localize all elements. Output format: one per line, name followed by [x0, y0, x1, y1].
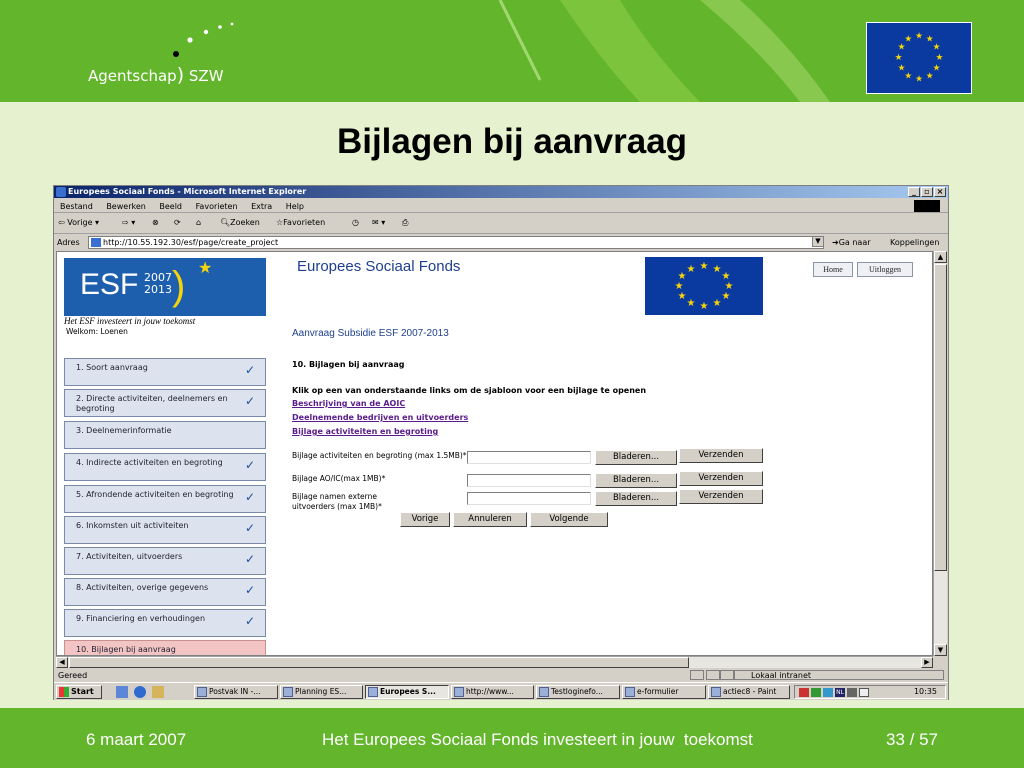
page-viewport: [56, 251, 933, 656]
svg-text:★: ★: [686, 298, 696, 309]
outlook-quicklaunch-icon[interactable]: [152, 686, 164, 698]
status-panel: [690, 670, 704, 680]
status-panel: [720, 670, 734, 680]
next-button[interactable]: Volgende: [530, 512, 608, 527]
search-label: Zoeken: [230, 218, 260, 227]
scroll-right-icon[interactable]: ▶: [921, 657, 933, 668]
step-3[interactable]: [64, 421, 266, 449]
svg-text:★: ★: [721, 291, 731, 302]
page-icon: [91, 238, 101, 247]
tray-icon[interactable]: [823, 688, 833, 697]
favorites-button[interactable]: ☆Favorieten: [276, 218, 326, 227]
task-label: actiec8 - Paint: [723, 687, 777, 696]
mail-tray-icon[interactable]: [859, 688, 869, 697]
horizontal-scroll-thumb[interactable]: [69, 657, 689, 668]
mail-icon[interactable]: ✉ ▾: [372, 218, 386, 227]
eu-flag-icon: [645, 257, 763, 315]
send-button-uitvoerders[interactable]: Verzenden: [679, 489, 763, 504]
step-label: 5. Afrondende activiteiten en begroting: [76, 490, 234, 499]
task-app-icon: [368, 687, 378, 697]
task-app-icon: [625, 687, 635, 697]
svg-text:★: ★: [932, 42, 941, 53]
svg-text:★: ★: [897, 63, 906, 74]
menu-bewerken[interactable]: Bewerken: [106, 202, 146, 211]
horizontal-scrollbar[interactable]: [56, 656, 933, 668]
ie-quicklaunch-icon[interactable]: [134, 686, 146, 698]
svg-text:★: ★: [897, 42, 906, 53]
task-label: e-formulier: [637, 687, 679, 696]
menu-bar: [54, 199, 948, 213]
favorites-label: Favorieten: [283, 218, 326, 227]
page-heading: Europees Sociaal Fonds: [297, 258, 461, 275]
task-app-icon: [711, 687, 721, 697]
close-button[interactable]: ×: [934, 187, 946, 197]
go-label: Ga naar: [838, 238, 871, 247]
footer-date: 6 maart 2007: [86, 730, 187, 749]
print-icon[interactable]: ⎙: [402, 218, 409, 227]
browse-button-uitvoerders[interactable]: Bladeren...: [595, 491, 677, 506]
logo-suffix: SZW: [188, 67, 224, 85]
logo-year-start: 2007: [144, 271, 172, 284]
browse-button-aoic[interactable]: Bladeren...: [595, 473, 677, 488]
step-10[interactable]: [64, 640, 266, 656]
svg-text:★: ★: [935, 52, 944, 63]
status-panel: [706, 670, 720, 680]
svg-text:★: ★: [677, 271, 687, 282]
language-icon[interactable]: NL: [836, 689, 844, 696]
section-title: 10. Bijlagen bij aanvraag: [292, 360, 405, 369]
esf-logo-text: ESF: [80, 268, 139, 301]
logo-year-end: 2013: [144, 283, 172, 296]
back-button[interactable]: ⇦ Vorige ▾: [58, 218, 100, 227]
svg-text:★: ★: [915, 74, 923, 85]
stop-icon[interactable]: ⊗: [152, 218, 159, 227]
task-label: Testloginefo...: [551, 687, 603, 696]
taskbar-task-3[interactable]: [365, 685, 449, 699]
tray-icon[interactable]: [799, 688, 809, 697]
checkmark-icon: ✓: [244, 458, 255, 472]
footer-text: Het Europees Sociaal Fonds investeert in jouw toekomst: [322, 730, 753, 749]
windows-flag-icon: [59, 687, 69, 697]
checkmark-icon: ✓: [244, 521, 255, 535]
checkmark-icon: ✓: [244, 490, 255, 504]
top-banner: [0, 0, 1024, 102]
svg-text:★: ★: [925, 71, 934, 82]
previous-button[interactable]: Vorige: [400, 512, 450, 527]
zone-text: Lokaal intranet: [751, 671, 812, 680]
taskbar-task-1[interactable]: [194, 685, 278, 699]
slogan: Het ESF investeert in jouw toekomst: [64, 315, 266, 326]
address-url: http://10.55.192.30/esf/page/create_project: [103, 238, 279, 247]
step-label: 1. Soort aanvraag: [76, 363, 148, 372]
address-input[interactable]: [88, 236, 824, 249]
step-label: 2. Directe activiteiten, deelnemers en begroting: [76, 394, 228, 413]
star-icon: ★: [198, 258, 213, 277]
step-2[interactable]: [64, 389, 266, 417]
menu-help[interactable]: Help: [285, 202, 304, 211]
step-label: 4. Indirecte activiteiten en begroting: [76, 458, 223, 467]
clock: 10:35: [913, 687, 937, 696]
vertical-scroll-thumb[interactable]: [934, 264, 947, 571]
svg-text:★: ★: [699, 301, 709, 312]
upload-file-input-uitvoerders[interactable]: [467, 492, 591, 505]
address-label: Adres: [57, 238, 80, 247]
svg-text:★: ★: [712, 264, 722, 275]
svg-text:★: ★: [712, 298, 722, 309]
svg-text:★: ★: [925, 34, 934, 45]
instruction-text: Klik op een van onderstaande links om de sjabloon voor een bijlage te openen: [292, 386, 647, 395]
step-9[interactable]: [64, 609, 266, 637]
step-5[interactable]: [64, 485, 266, 513]
menu-extra[interactable]: Extra: [251, 202, 273, 211]
svg-text:★: ★: [915, 31, 923, 42]
checkmark-icon: ✓: [244, 363, 255, 377]
upload-label-activiteiten: Bijlage activiteiten en begroting (max 1.5MB)*: [292, 451, 467, 460]
step-label: 6. Inkomsten uit activiteiten: [76, 521, 189, 530]
menu-favorieten[interactable]: Favorieten: [195, 202, 238, 211]
go-button[interactable]: ➜Ga naar: [832, 238, 871, 247]
link-bijlage-activiteiten[interactable]: Bijlage activiteiten en begroting: [292, 427, 439, 436]
status-bar: [54, 669, 948, 681]
tray-icon[interactable]: [847, 688, 857, 697]
forward-button[interactable]: ⇨ ▾: [122, 218, 136, 227]
status-text: Gereed: [58, 671, 88, 680]
step-label: 10. Bijlagen bij aanvraag: [76, 645, 176, 654]
windows-logo-icon: [914, 200, 940, 212]
svg-text:★: ★: [904, 71, 913, 82]
logo-dots-icon: [170, 18, 240, 63]
task-label: Europees S...: [380, 687, 436, 696]
window-title: Europees Sociaal Fonds - Microsoft Internet Explorer: [68, 187, 307, 196]
link-beschrijving-aoic[interactable]: Beschrijving van de AOIC: [292, 399, 406, 408]
browser-window: [53, 185, 949, 700]
tray-icon[interactable]: [811, 688, 821, 697]
taskbar-task-2[interactable]: [280, 685, 363, 699]
taskbar: [54, 682, 948, 700]
task-label: http://www...: [466, 687, 514, 696]
send-button-aoic[interactable]: Verzenden: [679, 471, 763, 486]
upload-file-input-activiteiten[interactable]: [467, 451, 591, 464]
eu-flag-icon: [866, 22, 972, 94]
taskbar-task-6[interactable]: [622, 685, 706, 699]
svg-text:★: ★: [932, 63, 941, 74]
svg-text:★: ★: [721, 271, 731, 282]
security-zone: [734, 670, 944, 680]
svg-text:★: ★: [894, 52, 903, 63]
step-label: 9. Financiering en verhoudingen: [76, 614, 206, 623]
slide-title: Bijlagen bij aanvraag: [336, 122, 688, 161]
upload-label-aoic: Bijlage AO/IC(max 1MB)*: [292, 474, 386, 483]
cancel-button[interactable]: Annuleren: [453, 512, 527, 527]
back-label: Vorige: [67, 218, 93, 227]
refresh-icon[interactable]: ⟳: [174, 218, 181, 227]
maximize-button[interactable]: ▫: [921, 187, 933, 197]
step-label: 3. Deelnemerinformatie: [76, 426, 172, 435]
menu-bestand[interactable]: Bestand: [60, 202, 93, 211]
step-8[interactable]: [64, 578, 266, 606]
system-tray: [794, 685, 946, 699]
browser-toolbar: [54, 214, 948, 234]
logo-arc: ): [172, 264, 186, 308]
checkmark-icon: ✓: [244, 614, 255, 628]
svg-text:★: ★: [724, 281, 734, 292]
taskbar-task-4[interactable]: [451, 685, 534, 699]
svg-text:★: ★: [686, 264, 696, 275]
footer-page-number: 33 / 57: [886, 730, 938, 749]
browse-button-activiteiten[interactable]: Bladeren...: [595, 450, 677, 465]
link-deelnemende-bedrijven[interactable]: Deelnemende bedrijven en uitvoerders: [292, 413, 469, 422]
start-label: Start: [71, 687, 94, 696]
history-icon[interactable]: ◷: [352, 218, 359, 227]
task-label: Postvak IN -...: [209, 687, 261, 696]
step-1[interactable]: [64, 358, 266, 386]
welcome-text: Welkom: Loenen: [66, 327, 128, 336]
checkmark-icon: ✓: [244, 583, 255, 597]
home-icon[interactable]: ⌂: [196, 218, 202, 227]
ie-icon: [56, 187, 66, 197]
upload-file-input-aoic[interactable]: [467, 474, 591, 487]
task-app-icon: [454, 687, 464, 697]
scroll-left-icon[interactable]: ◀: [56, 657, 68, 668]
links-button[interactable]: Koppelingen: [890, 238, 940, 247]
scroll-up-icon[interactable]: ▲: [934, 251, 947, 263]
agentschap-logo: Agentschap) SZW: [88, 64, 224, 86]
minimize-button[interactable]: _: [908, 187, 920, 197]
upload-label-uitvoerders: Bijlage namen externe uitvoerders (max 1MB)*: [292, 492, 382, 511]
checkmark-icon: ✓: [244, 394, 255, 408]
svg-text:★: ★: [699, 261, 709, 272]
esf-logo: [64, 258, 266, 316]
taskbar-task-7[interactable]: [708, 685, 790, 699]
menu-beeld[interactable]: Beeld: [159, 202, 183, 211]
address-bar: [54, 235, 948, 251]
send-button-activiteiten[interactable]: Verzenden: [679, 448, 763, 463]
search-button[interactable]: 🔍︎Zoeken: [220, 218, 260, 227]
task-app-icon: [539, 687, 549, 697]
logout-button[interactable]: Uitloggen: [857, 262, 913, 277]
checkmark-icon: ✓: [244, 552, 255, 566]
task-app-icon: [283, 687, 293, 697]
scroll-down-icon[interactable]: ▼: [934, 644, 947, 656]
esf-logo-years: [144, 272, 172, 296]
step-label: 8. Activiteiten, overige gegevens: [76, 583, 209, 592]
step-6[interactable]: [64, 516, 266, 544]
address-dropdown-icon[interactable]: ▼: [812, 236, 824, 247]
show-desktop-icon[interactable]: [116, 686, 128, 698]
svg-text:★: ★: [904, 34, 913, 45]
start-button[interactable]: [56, 685, 102, 699]
home-button[interactable]: Home: [813, 262, 853, 277]
step-label: 7. Activiteiten, uitvoerders: [76, 552, 183, 561]
svg-text:★: ★: [677, 291, 687, 302]
step-7[interactable]: [64, 547, 266, 575]
logo-text: Agentschap: [88, 67, 177, 85]
form-subtitle: Aanvraag Subsidie ESF 2007-2013: [292, 328, 449, 339]
svg-text:★: ★: [674, 281, 684, 292]
window-titlebar[interactable]: [54, 186, 948, 198]
taskbar-task-5[interactable]: [536, 685, 620, 699]
step-4[interactable]: [64, 453, 266, 481]
task-app-icon: [197, 687, 207, 697]
task-label: Planning ES...: [295, 687, 347, 696]
vertical-scrollbar[interactable]: [933, 251, 947, 656]
